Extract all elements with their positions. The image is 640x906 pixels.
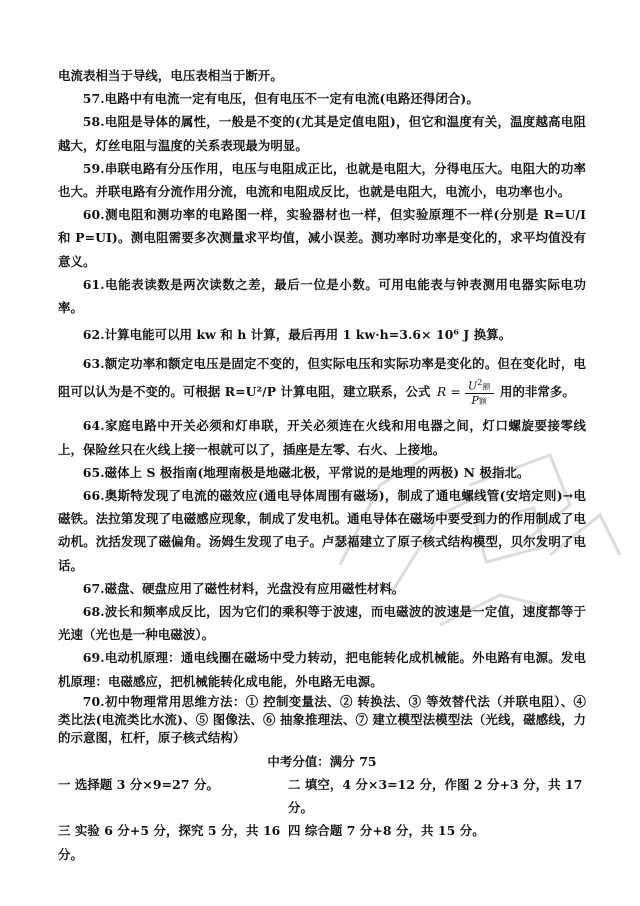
paragraph-70: 70.初中物理常用思维方法：① 控制变量法、② 转换法、③ 等效替代法（并联电阻）、④ 类比法(电流类比水流)、⑤ 图像法、⑥ 抽象推理法、⑦ 建立模型法模型法（光线，磁感线，力的示意图，杠杆，原子核式结构） (58, 693, 586, 745)
paragraph-62: 62.计算电能可以用 kw 和 h 计算，最后再用 1 kw·h=3.6× 10⁶ J 换算。 (82, 327, 512, 343)
paragraph-58: 58.电阻是导体的属性，一般是不变的(尤其是定值电阻)，但它和温度有关，温度越高电阻越大，灯丝电阻与温度的关系表现最为明显。 (58, 114, 586, 153)
formula-fraction (465, 376, 494, 409)
paragraph-56: 电流表相当于导线，电压表相当于断开。 (58, 68, 283, 83)
score-section-4: 四 综合题 7 分+8 分，共 15 分。 (288, 823, 485, 839)
paragraph-66: 66.奥斯特发现了电流的磁效应(通电导体周围有磁场)，制成了通电螺线管(安培定则)→电磁铁。法拉第发现了电磁感应现象，制成了发电机。通电导体在磁场中要受到力的作用制成了电动机。沈括发现了磁偏角。汤姆生发现了电子。卢瑟福建立了原子核式结构模型，贝尔发明了电话。 (58, 487, 586, 573)
paragraph-59: 59.串联电路有分压作用，电压与电阻成正比，也就是电阻大，分得电压大。电阻大的功率也大。并联电路有分流作用分流，电流和电阻成反比，也就是电阻大，电流小，电功率也小。 (58, 160, 586, 200)
text-body (58, 64, 586, 866)
paragraph-64: 64.家庭电路中开关必须和灯串联，开关必须连在火线和用电器之间，灯口螺旋要接零线上，保险丝只在火线上接一根就可以了，插座是左零、右火、上接地。 (58, 418, 586, 457)
paragraph-63-text: 63.额定功率和额定电压是固定不变的，但实际电压和实际功率是变化的。但在变化时，电阻可以认为是不变的。可根据 R=U²/P 计算电阻，建立联系，公式 (58, 356, 586, 399)
formula-denominator: P额 (471, 394, 488, 408)
paragraph-68: 68.波长和频率成反比，因为它们的乘积等于波速，而电磁波的波速是一定值，速度都等于光速（光也是一种电磁波）。 (58, 603, 586, 643)
score-section-3: 三 实验 6 分+5 分，探究 5 分，共 16 分。 (58, 823, 281, 862)
paragraph-57: 57.电路中有电流一定有电压，但有电压不一定有电流(电路还得闭合)。 (82, 91, 479, 107)
score-row-1 (58, 773, 586, 819)
paragraph-65: 65.磁体上 S 极指南(地理南极是地磁北极，平常说的是地理的两极) N 极指北。 (82, 464, 530, 480)
paragraph-61: 61.电能表读数是两次读数之差，最后一位是小数。可用电能表与钟表测用电器实际电功率。 (58, 276, 586, 316)
paragraph-67: 67.磁盘、硬盘应用了磁性材料，光盘没有应用磁性材料。 (82, 580, 405, 596)
formula-numerator: $U^2$额 (465, 376, 494, 395)
paragraph-63-tail: 用的非常多。 (499, 383, 575, 399)
paragraph-60: 60.测电阻和测功率的电路图一样，实验器材也一样，但实验原理不一样(分别是 R=U/I 和 P=UI)。测电阻需要多次测量求平均值，减小误差。测功率时功率是变化的，求平均值没有意义。 (58, 207, 586, 269)
score-row-2 (58, 819, 586, 865)
power-formula (437, 376, 494, 409)
score-section-2: 二 填空，4 分×3=12 分，作图 2 分+3 分，共 17 分。 (288, 776, 583, 816)
score-title: 中考分值：满分 75 (267, 753, 377, 769)
paragraph-69: 69.电动机原理：通电线圈在磁场中受力转动，把电能转化成机械能。外电路有电源。发电机原理：电磁感应，把机械能转化成电能，外电路无电源。 (58, 650, 586, 689)
paragraph-63 (58, 352, 586, 408)
formula-lhs: R = (436, 383, 461, 399)
score-section-1: 一 选择题 3 分×9=27 分。 (58, 776, 219, 792)
